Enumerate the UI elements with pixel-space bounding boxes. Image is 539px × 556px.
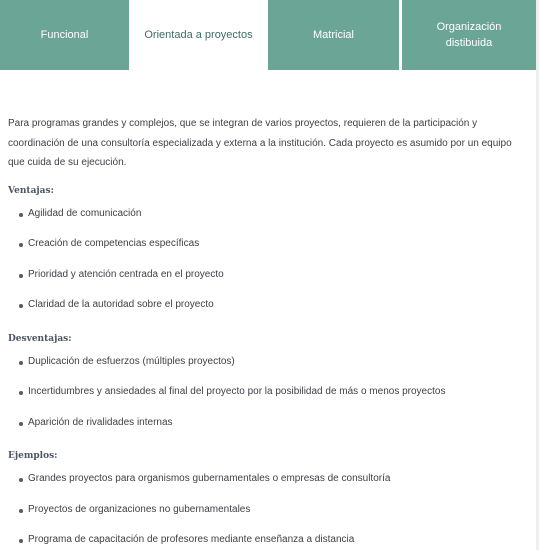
bullet-icon [19, 422, 23, 426]
bullet-icon [19, 243, 23, 247]
list-item [8, 408, 528, 439]
list-ventajas [8, 199, 528, 321]
tab-label: Organización distibuida [436, 21, 502, 49]
list-item-text: Proyectos de organizaciones no gubernamentales [28, 503, 251, 515]
bullet-icon [19, 304, 23, 308]
list-item [8, 290, 528, 321]
tab-organizacion-distribuida[interactable] [402, 0, 536, 70]
list-ejemplos [8, 464, 528, 556]
bullet-icon [19, 213, 23, 217]
list-item-text: Duplicación de esfuerzos (múltiples proyectos) [28, 355, 235, 367]
bullet-icon [19, 391, 23, 395]
list-item [8, 464, 528, 495]
section-heading-desventajas: Desventajas: [8, 333, 72, 344]
list-item [8, 525, 528, 556]
list-item-text: Agilidad de comunicación [28, 207, 142, 219]
list-item-text: Incertidumbres y ansiedades al final del proyecto por la posibilidad de más o menos proyectos [28, 386, 446, 397]
bullet-icon [19, 361, 23, 365]
list-item [8, 229, 528, 260]
bullet-icon [19, 274, 23, 278]
section-heading-ejemplos: Ejemplos: [8, 451, 58, 461]
tab-orientada-a-proyectos[interactable] [129, 0, 268, 70]
bullet-icon [19, 509, 23, 513]
tab-funcional[interactable] [0, 0, 129, 70]
list-item [8, 260, 528, 291]
list-item [8, 377, 528, 408]
tab-matricial[interactable] [268, 0, 399, 70]
tab-panel [8, 114, 528, 556]
list-item-text: Aparición de rivalidades internas [28, 416, 173, 428]
intro-paragraph: Para programas grandes y complejos, que se integran de varios proyectos, requieren de la participación y coordinación de una consultoría especializada y externa a la institución. Cada proyecto es asumido por un equipo que cuida de su ejecución. [8, 118, 512, 168]
section-heading-ventajas: Ventajas: [8, 185, 54, 196]
list-item-text: Claridad de la autoridad sobre el proyecto [28, 299, 214, 310]
list-item [8, 347, 528, 378]
tab-label: Matricial [313, 29, 354, 41]
tab-bar [0, 0, 539, 70]
bullet-icon [19, 478, 23, 482]
list-item-text: Prioridad y atención centrada en el proyecto [28, 268, 224, 280]
tab-label: Orientada a proyectos [144, 29, 253, 41]
list-item [8, 199, 528, 230]
list-item-text: Programa de capacitación de profesores mediante enseñanza a distancia [28, 534, 355, 545]
list-desventajas [8, 347, 528, 439]
list-item-text: Grandes proyectos para organismos gubernamentales o empresas de consultoría [28, 473, 391, 484]
list-item-text: Creación de competencias específicas [28, 238, 200, 249]
bullet-icon [19, 539, 23, 543]
list-item [8, 495, 528, 526]
tab-label: Funcional [40, 29, 89, 41]
